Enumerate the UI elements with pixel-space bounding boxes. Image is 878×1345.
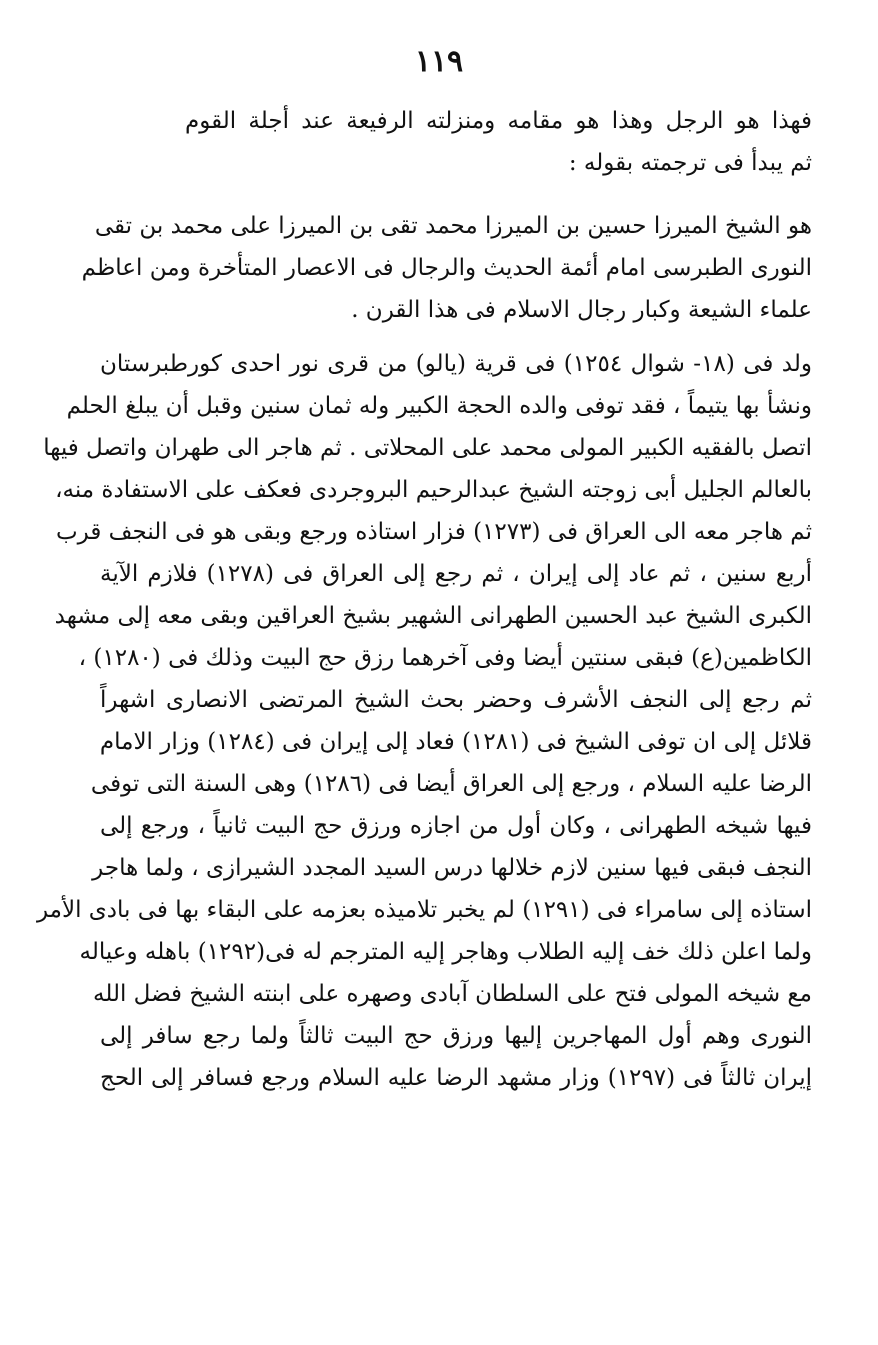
text-line: الكبرى الشيخ عبد الحسين الطهرانى الشهير بشيخ العراقين وبقى معه إلى مشهد <box>54 603 812 629</box>
text-line: فيها شيخه الطهرانى ، وكان أول من اجازه ورزق حج البيت ثانياً ، ورجع إلى <box>100 813 812 839</box>
text-line: قلائل إلى ان توفى الشيخ فى (١٢٨١) فعاد إلى إيران فى (١٢٨٤) وزار الامام <box>99 729 812 755</box>
text-line: ثم هاجر معه الى العراق فى (١٢٧٣) فزار استاذه ورجع وبقى هو فى النجف قرب <box>56 519 812 545</box>
text-line: النورى وهم أول المهاجرين إليها ورزق حج البيت ثالثاً ولما رجع سافر إلى <box>100 1023 812 1049</box>
text-line: الكاظمين(ع) فبقى سنتين أيضا وفى آخرهما رزق حج البيت وذلك فى (١٢٨٠) ، <box>78 645 812 671</box>
text-line: ولما اعلن ذلك خف إليه الطلاب وهاجر إليه المترجم له فى(١٢٩٢) باهله وعياله <box>79 939 812 965</box>
text-line: أربع سنين ، ثم عاد إلى إيران ، ثم رجع إلى العراق فى (١٢٧٨) فلازم الآية <box>100 561 812 587</box>
text-line: اتصل بالفقيه الكبير المولى محمد على المحلاتى . ثم هاجر الى طهران واتصل فيها <box>43 435 812 461</box>
text-line: الرضا عليه السلام ، ورجع إلى العراق أيضا فى (١٢٨٦) وهى السنة التى توفى <box>90 771 812 797</box>
text-line: ونشأ بها يتيماً ، فقد توفى والده الحجة الكبير وله ثمان سنين وقبل أن يبلغ الحلم <box>66 393 812 419</box>
biography-paragraph-1 <box>81 205 812 331</box>
text-line: ولد فى (١٨- شوال ١٢٥٤) فى قرية (يالو) من قرى نور احدى كورطبرستان <box>100 351 812 377</box>
text-line: ثم يبدأ فى ترجمته بقوله : <box>568 150 812 176</box>
page-number: ١١٩ <box>414 44 464 79</box>
text-line: ثم رجع إلى النجف الأشرف وحضر بحث الشيخ المرتضى الانصارى اشهراً <box>100 687 812 713</box>
text-line: فهذا هو الرجل وهذا هو مقامه ومنزلته الرفيعة عند أجلة القوم <box>185 108 812 134</box>
text-line: النجف فبقى فيها سنين لازم خلالها درس السيد المجدد الشيرازى ، ولما هاجر <box>92 855 812 881</box>
text-line: هو الشيخ الميرزا حسين بن الميرزا محمد تقى بن الميرزا على محمد بن تقى <box>94 213 812 239</box>
text-line: علماء الشيعة وكبار رجال الاسلام فى هذا القرن . <box>351 297 812 323</box>
text-line: النورى الطبرسى امام أئمة الحديث والرجال فى الاعصار المتأخرة ومن اعاظم <box>81 255 812 281</box>
text-line: استاذه إلى سامراء فى (١٢٩١) لم يخبر تلاميذه بعزمه على البقاء بها فى بادى الأمر <box>36 897 812 923</box>
intro-paragraph <box>185 100 812 184</box>
biography-paragraph-2 <box>36 343 813 1099</box>
text-line: إيران ثالثاً فى (١٢٩٧) وزار مشهد الرضا عليه السلام ورجع فسافر إلى الحج <box>100 1065 813 1091</box>
text-line: بالعالم الجليل أبى زوجته الشيخ عبدالرحيم البروجردى فعكف على الاستفادة منه، <box>55 477 812 503</box>
text-line: مع شيخه المولى فتح على السلطان آبادى وصهره على ابنته الشيخ فضل الله <box>93 981 812 1007</box>
